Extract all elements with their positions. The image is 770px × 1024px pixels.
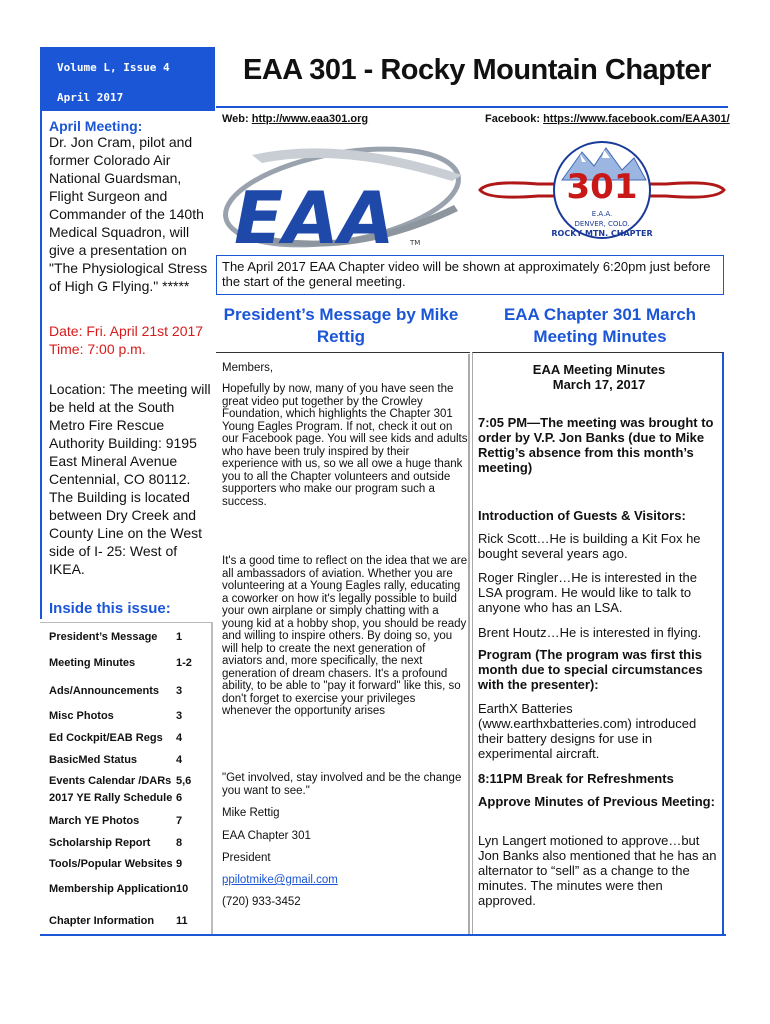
intro-heading: Introduction of Guests & Visitors: [478, 508, 686, 523]
minutes-title: EAA Chapter 301 March Meeting Minutes [503, 305, 697, 346]
web-line: Web: http://www.eaa301.org [222, 113, 369, 125]
ring-text-top: E.A.A. [591, 210, 613, 218]
meeting-location: Location: The meeting will be held at the South Metro Fire Rescue Authority Building: 9195 East Mineral Avenue Centennial, CO 80112. The Building is located between Dry Creek and County Line on the West side of I- 25: West of IKEA. [49, 381, 211, 577]
email-link[interactable]: ppilotmike@gmail.com [222, 874, 338, 886]
minutes-heading: EAA Meeting Minutes March 17, 2017 [532, 362, 666, 392]
facebook-line: Facebook: https://www.facebook.com/EAA301/ [485, 113, 730, 125]
volume-label: Volume L, Issue 4 [57, 61, 170, 74]
issue-date: April 2017 [57, 91, 124, 104]
meeting-date: Date: Fri. April 21st 2017 [49, 323, 204, 339]
toc-row[interactable]: Misc Photos 3 [49, 710, 183, 722]
toc-row[interactable]: Chapter Information 11 [49, 915, 188, 927]
toc-row[interactable]: Tools/Popular Websites 9 [49, 858, 183, 870]
toc-row[interactable]: March YE Photos 7 [49, 815, 183, 827]
program-heading: Program (The program was first this month due to special circumstances with the presenter): [478, 647, 703, 692]
call-to-order: 7:05 PM—The meeting was brought to order by V.P. Jon Banks (due to Mike Rettig’s absence from this month’s meeting) [478, 415, 714, 475]
president-quote: "Get involved, stay involved and be the change you want to see." [222, 772, 462, 797]
meeting-date-time [49, 322, 214, 358]
signature-role: President [222, 852, 271, 864]
chapter-number-text: 301 [566, 167, 638, 207]
toc-row[interactable]: 2017 YE Rally Schedule 6 [49, 792, 183, 804]
president-divider [216, 352, 470, 353]
guest-2: Roger Ringler…He is interested in the LSA program. He would like to talk to anyone who has an LSA. [478, 570, 697, 615]
greeting: Members, [222, 362, 274, 374]
break-line: 8:11PM Break for Refreshments [478, 771, 674, 786]
program-body: EarthX Batteries (www.earthxbatteries.com) introduced their battery designs for use in experimental aircraft. [478, 701, 697, 761]
header-divider [216, 106, 728, 108]
video-notice: The April 2017 EAA Chapter video will be shown at approximately 6:20pm just before the start of the general meeting. [216, 255, 724, 295]
eaa-logo [222, 135, 468, 253]
signature-phone: (720) 933-3452 [222, 896, 301, 908]
guest-1: Rick Scott…He is building a Kit Fox he bought several years ago. [478, 531, 701, 561]
meeting-time: Time: 7:00 p.m. [49, 341, 146, 357]
footer-divider [40, 934, 726, 936]
toc-row[interactable]: Events Calendar /DARs 5,6 [49, 775, 192, 787]
signature-email-line [222, 874, 468, 887]
guest-3: Brent Houtz…He is interested in flying. [478, 625, 702, 640]
ring-text-bottom: ROCKY MTN. CHAPTER [551, 229, 653, 238]
signature-name: Mike Rettig [222, 807, 280, 819]
toc-row[interactable]: Ed Cockpit/EAB Regs 4 [49, 732, 183, 744]
eaa-logo-text: EAA [234, 176, 395, 253]
ring-text-mid: DENVER, COLO. [574, 220, 630, 228]
approve-heading: Approve Minutes of Previous Meeting: [478, 794, 715, 809]
toc-row[interactable]: Meeting Minutes 1-2 [49, 657, 192, 669]
chapter-301-logo [478, 140, 726, 250]
facebook-link[interactable]: https://www.facebook.com/EAA301/ [543, 113, 730, 125]
approve-body: Lyn Langert motioned to approve…but Jon Banks also mentioned that he has an alternator to “sell” as a change to the minutes. The minutes were then approved. [478, 833, 717, 908]
newsletter-title: EAA 301 - Rocky Mountain Chapter [243, 54, 711, 86]
toc-row[interactable]: Membership Application 10 [49, 883, 189, 895]
issue-box [40, 47, 215, 111]
toc-row[interactable]: Ads/Announcements 3 [49, 685, 183, 697]
toc-row[interactable]: BasicMed Status 4 [49, 754, 183, 766]
president-message-title: President’s Message by Mike Rettig [223, 305, 459, 346]
president-para-2: It's a good time to reflect on the idea that we are all ambassadors of aviation. Whether you are volunteering at a Young Eagles rally, educating a coworker on how it's legally possible to build your own airplane or simply chatting with a young kid at a hobby shop, you should be ready and willing to inspire others. By doing so, you will help to create the next generation of aviators and, more specifically, the next generation of dream chasers. It's a profound ability, to be able to "pay it forward" like this, so don't forget to exercise your privileges whenever the opportunity arises [222, 555, 468, 717]
april-meeting-heading: April Meeting: [49, 118, 143, 134]
signature-org: EAA Chapter 301 [222, 830, 311, 842]
toc-row[interactable]: Scholarship Report 8 [49, 837, 183, 849]
tm-mark: TM [410, 239, 421, 247]
inside-issue-title: Inside this issue: [49, 600, 171, 617]
toc-row[interactable]: President’s Message 1 [49, 631, 183, 643]
website-link[interactable]: http://www.eaa301.org [251, 113, 369, 125]
table-of-contents [40, 622, 213, 934]
president-para-1: Hopefully by now, many of you have seen the great video put together by the Crowley Foundation, which highlights the Chapter 301 Young Eagles Program. If not, check it out on our Facebook page. You will see kids and adults who have been truly inspired by their experience with us, so we all owe a huge thank you to all the Chapter volunteers and outside supporters who make our program such a success. [222, 383, 468, 508]
april-meeting-body: Dr. Jon Cram, pilot and former Colorado Air National Guardsman, Flight Surgeon and Commander of the 140th Medical Squadron, will give a presentation on "The Physiological Stress of High G Flying." ***** [49, 134, 208, 294]
